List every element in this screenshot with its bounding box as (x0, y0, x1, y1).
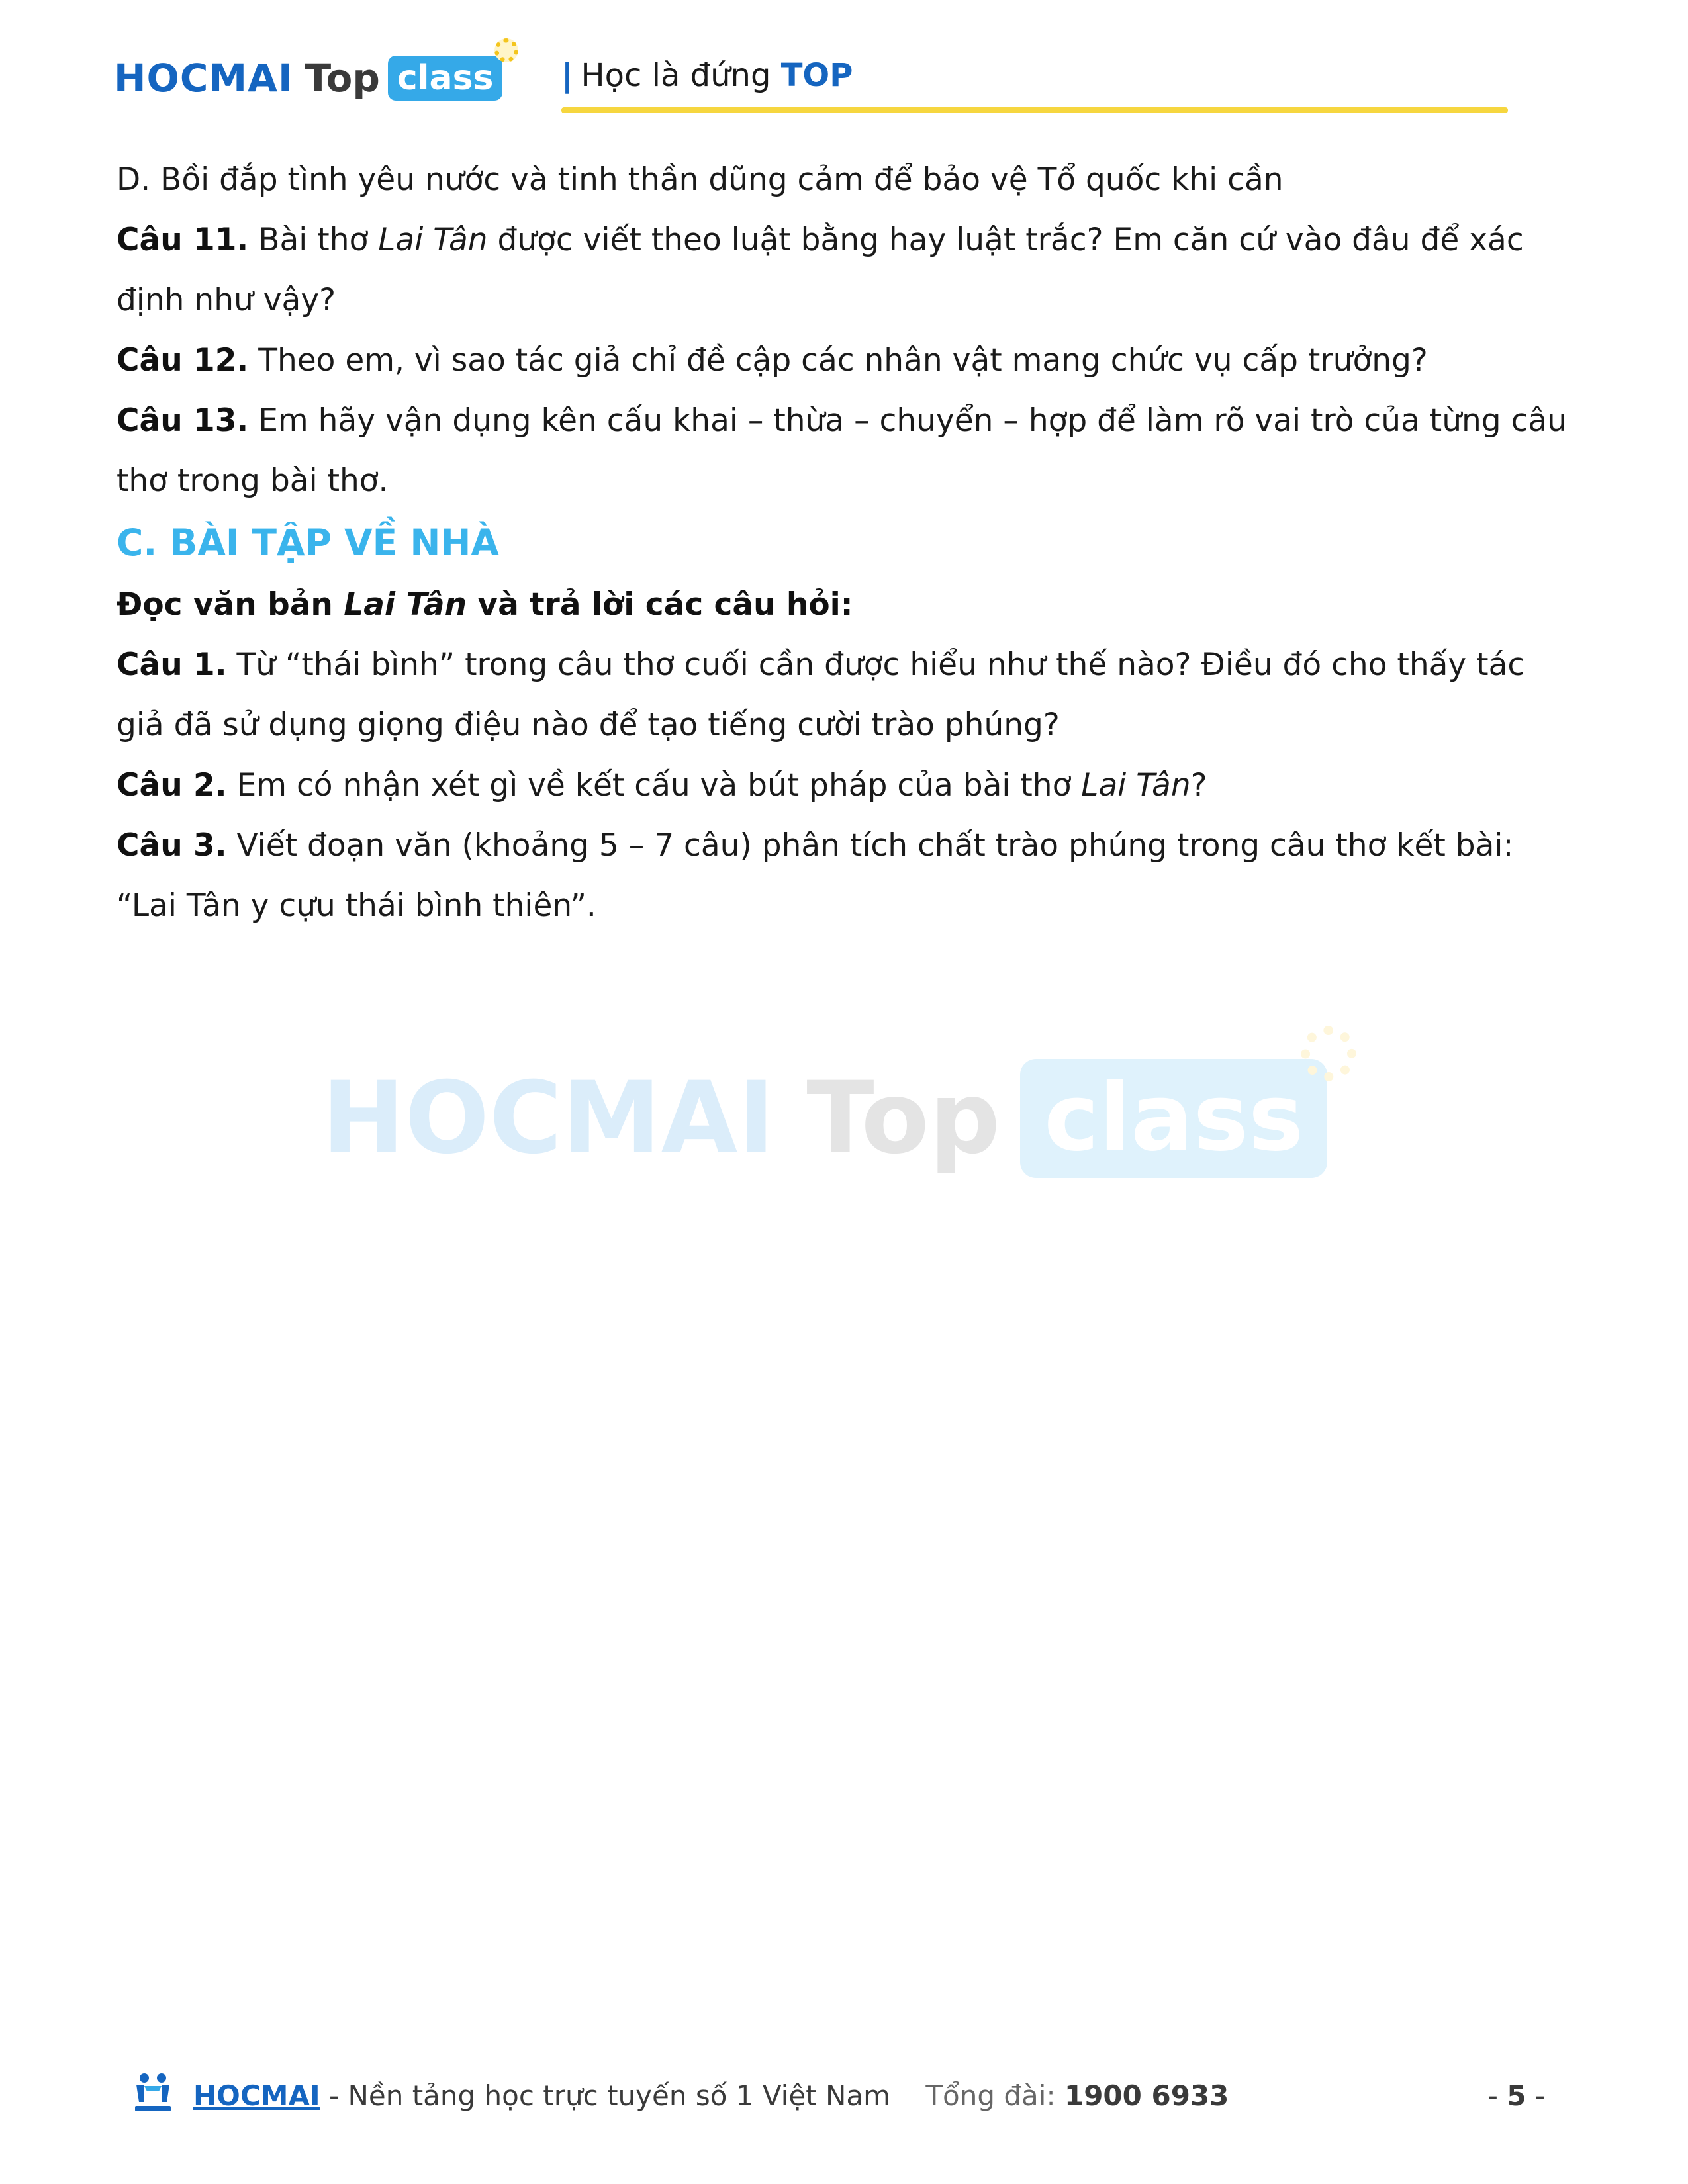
watermark-hocmai-text: HOCMAI (322, 1061, 775, 1176)
logo-top-text: Top (305, 56, 380, 101)
homework-question-2 (117, 755, 1573, 815)
watermark-top-text: Top (806, 1061, 1001, 1176)
question-text: được viết theo luật bằng hay luật trắc? Em căn cứ vào đâu để xác định như vậy? (117, 222, 1524, 318)
instruction-text: Đọc văn bản (117, 586, 344, 623)
watermark-logo (322, 1052, 1327, 1185)
slogan-accent: TOP (780, 57, 853, 94)
question-label: Câu 3. (117, 827, 227, 864)
watermark-class-text: class (1044, 1064, 1304, 1172)
question-label: Câu 2. (117, 767, 227, 803)
question-text: Em hãy vận dụng kên cấu khai – thừa – chuyển – hợp để làm rõ vai trò của từng câu thơ trong bài thơ. (117, 402, 1568, 499)
document-body (117, 150, 1573, 936)
poem-title: Lai Tân (344, 586, 467, 623)
question-text: Em có nhận xét gì về kết cấu và bút pháp của bài thơ (226, 767, 1082, 803)
question-text: Từ “thái bình” trong câu thơ cuối cần được hiểu như thế nào? Điều đó cho thấy tác giả đã sử dụng giọng điệu nào để tạo tiếng cười trào phúng? (117, 647, 1525, 743)
page-number-value: 5 (1507, 2079, 1526, 2112)
page-number (1488, 2079, 1545, 2112)
header-slogan (561, 57, 853, 94)
question-label: Câu 11. (117, 222, 249, 258)
hocmai-mascot-icon (130, 2069, 176, 2115)
hotline-label: Tổng đài: (925, 2079, 1064, 2112)
slogan-divider: | (561, 57, 573, 94)
logo-class-text: class (397, 58, 494, 98)
question-label: Câu 1. (117, 647, 227, 683)
homework-question-3 (117, 815, 1573, 936)
homework-instruction (117, 574, 1573, 635)
footer-brand-link[interactable]: HOCMAI (193, 2079, 320, 2112)
watermark-class-badge (1020, 1059, 1327, 1178)
footer-text (193, 2079, 1229, 2112)
poem-title: Lai Tân (1081, 767, 1191, 803)
question-label: Câu 12. (117, 342, 249, 379)
question-text: Theo em, vì sao tác giả chỉ đề cập các nhân vật mang chức vụ cấp trưởng? (248, 342, 1428, 379)
question-text: ? (1190, 767, 1207, 803)
question-12 (117, 330, 1573, 390)
gear-icon (494, 38, 518, 62)
page-footer (130, 2066, 1560, 2126)
header-divider (561, 107, 1508, 113)
homework-question-1 (117, 635, 1573, 755)
footer-tagline: - Nền tảng học trực tuyến số 1 Việt Nam (320, 2079, 891, 2112)
instruction-text: và trả lời các câu hỏi: (467, 586, 853, 623)
logo-class-badge (388, 56, 503, 101)
option-d: D. Bồi đắp tình yêu nước và tinh thần dũng cảm để bảo vệ Tổ quốc khi cần (117, 161, 1284, 198)
hotline-number: 1900 6933 (1064, 2079, 1229, 2112)
question-label: Câu 13. (117, 402, 249, 439)
page-number-prefix: - (1487, 2079, 1507, 2112)
watermark-gear-icon (1301, 1026, 1356, 1081)
question-text: Viết đoạn văn (khoảng 5 – 7 câu) phân tích chất trào phúng trong câu thơ kết bài: “Lai Tân y cựu thái bình thiên”. (117, 827, 1514, 924)
question-13 (117, 390, 1573, 511)
question-text: Bài thơ (248, 222, 379, 258)
question-11 (117, 210, 1573, 330)
header-logo (114, 45, 502, 111)
poem-title: Lai Tân (378, 222, 488, 258)
logo-hocmai-text: HOCMAI (114, 56, 293, 101)
section-title: C. BÀI TẬP VỀ NHÀ (117, 522, 499, 564)
slogan-text: Học là đứng (581, 57, 781, 94)
page-number-suffix: - (1526, 2079, 1545, 2112)
